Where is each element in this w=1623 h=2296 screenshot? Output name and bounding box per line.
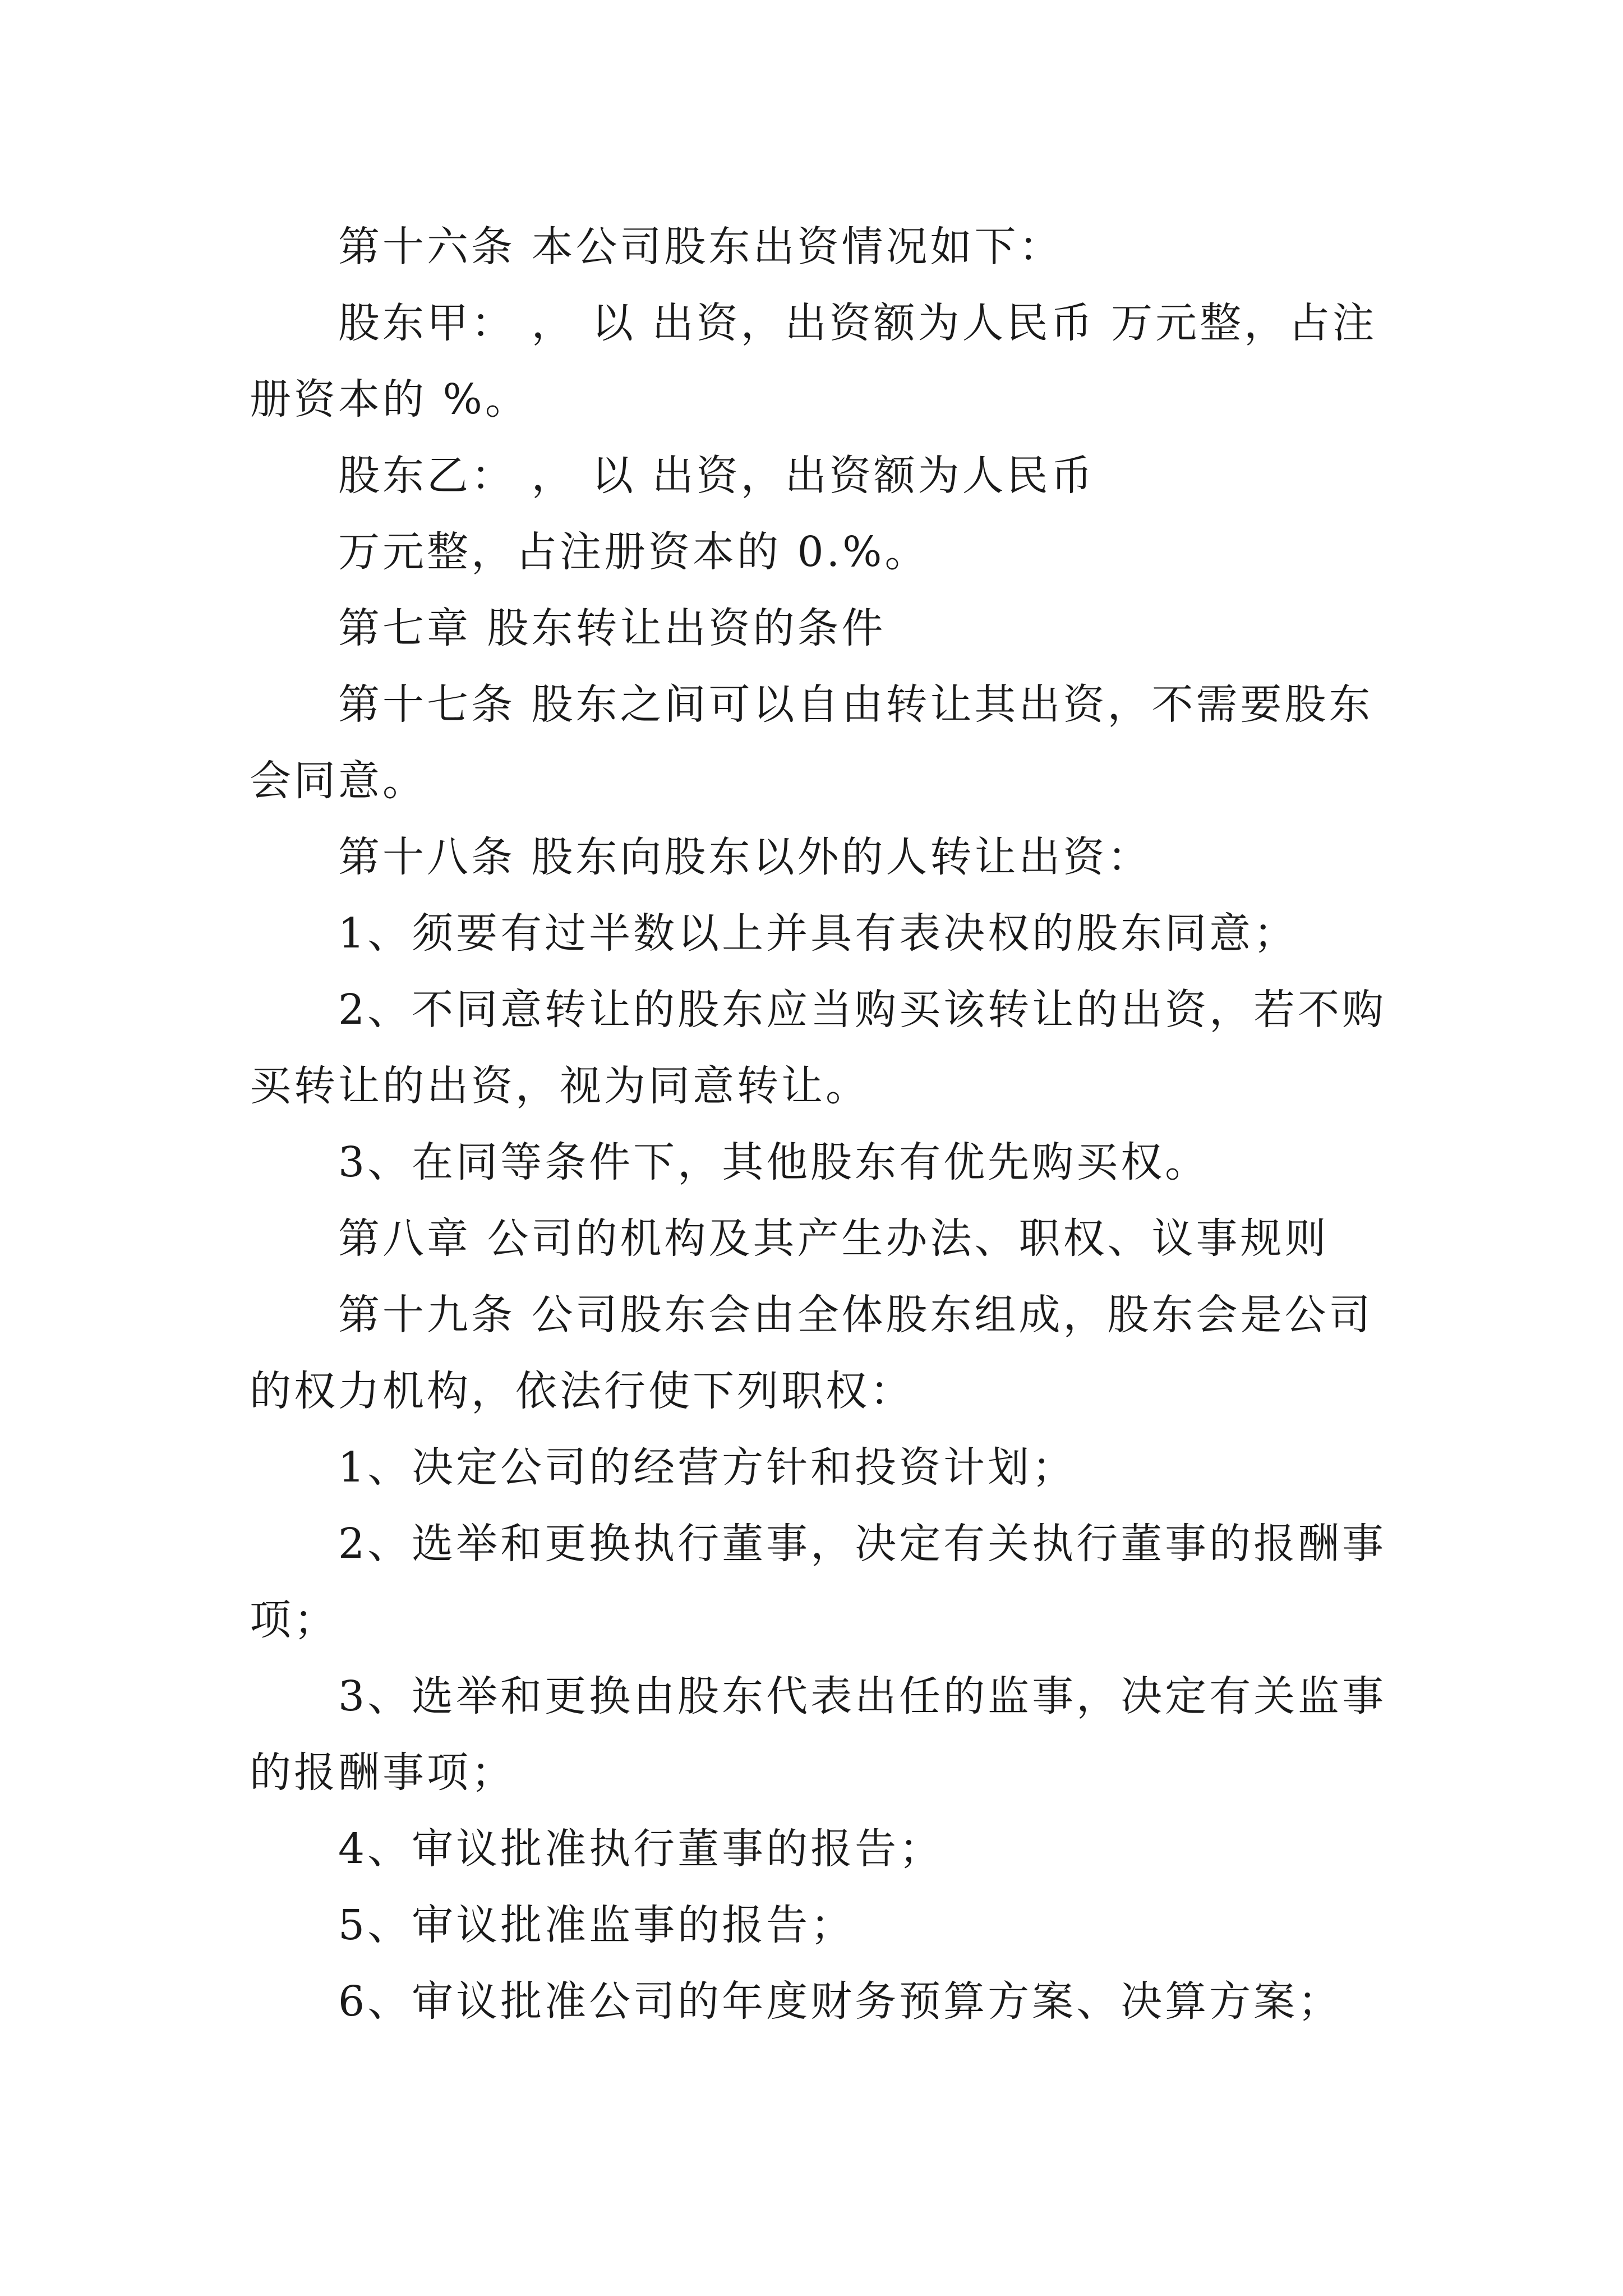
article-17: 第十七条 股东之间可以自由转让其出资，不需要股东会同意。: [250, 680, 1373, 805]
article-19-item-1: 1、决定公司的经营方针和投资计划；: [338, 1443, 1077, 1492]
article-18-item-2: 2、不同意转让的股东应当购买该转让的出资，若不购买转让的出资，视为同意转让。: [250, 986, 1387, 1110]
chapter-8-heading: 第八章 公司的机构及其产生办法、职权、议事规则: [338, 1214, 1329, 1263]
article-19-item-3: 3、选举和更换由股东代表出任的监事，决定有关监事的报酬事项；: [250, 1672, 1387, 1797]
shareholder-b-contribution-cont: 万元整，占注册资本的 0.%。: [338, 528, 929, 576]
chapter-7-heading: 第七章 股东转让出资的条件: [338, 604, 886, 652]
article-19-item-4: 4、审议批准执行董事的报告；: [338, 1825, 944, 1873]
article-19-item-2: 2、选举和更换执行董事，决定有关执行董事的报酬事项；: [250, 1520, 1387, 1644]
article-18-item-3: 3、在同等条件下，其他股东有优先购买权。: [338, 1138, 1210, 1186]
article-19-item-5: 5、审议批准监事的报告；: [338, 1901, 855, 1949]
article-18-item-1: 1、须要有过半数以上并具有表决权的股东同意；: [338, 909, 1298, 958]
article-18-heading: 第十八条 股东向股东以外的人转让出资：: [338, 833, 1152, 881]
shareholder-b-contribution: 股东乙： ， 以 出资，出资额为人民币: [338, 452, 1095, 500]
article-19-heading: 第十九条 公司股东会由全体股东组成，股东会是公司的权力机构，依法行使下列职权：: [250, 1291, 1373, 1415]
document-body: [250, 209, 1388, 2040]
article-16-heading: 第十六条 本公司股东出资情况如下：: [338, 223, 1063, 271]
shareholder-a-contribution: 股东甲： ， 以 出资，出资额为人民币 万元整，占注册资本的 %。: [250, 299, 1377, 424]
article-19-item-6: 6、审议批准公司的年度财务预算方案、决算方案；: [338, 1977, 1343, 2026]
